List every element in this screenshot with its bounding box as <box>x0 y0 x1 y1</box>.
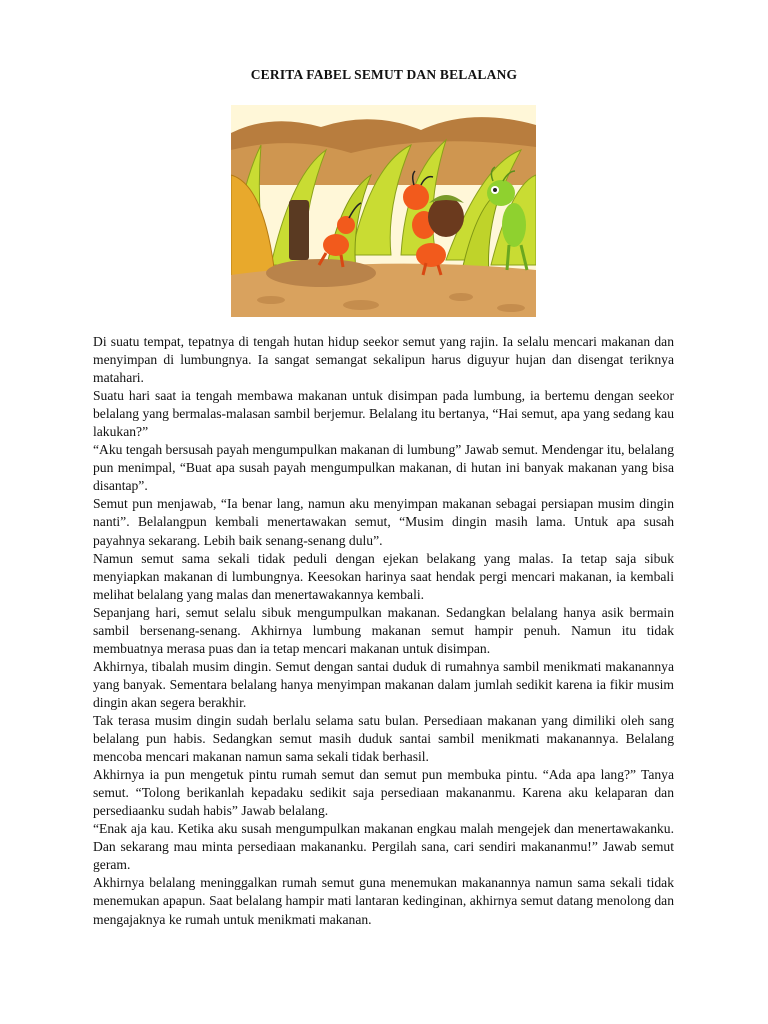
illustration-svg <box>231 105 536 317</box>
story-paragraph: Akhirnya belalang meninggalkan rumah semut guna menemukan makanannya namun sama sekali tidak menemukan apapun. Saat belalang hampir mati lantaran kedinginan, akhirnya semut datang menolong dan mengajaknya ke rumah untuk menikmati makanan. <box>93 875 674 927</box>
story-paragraph: Sepanjang hari, semut selalu sibuk mengumpulkan makanan. Sedangkan belalang hanya asik bermain sambil bersenang-senang. Akhirnya lumbung makanan semut hampir penuh. Namun itu tidak membuatnya merasa puas dan ia tetap mencari makanan untuk disimpan. <box>93 604 674 656</box>
story-paragraph: Akhirnya ia pun mengetuk pintu rumah semut dan semut pun membuka pintu. “Ada apa lang?” Tanya semut. “Tolong berikanlah kepadaku sedikit saja persediaan makananmu. Karena aku kelaparan dan persediaanku sudah habis” Jawab belalang. <box>93 767 674 819</box>
story-paragraph: Namun semut sama sekali tidak peduli dengan ejekan belakang yang malas. Ia tetap saja sibuk menyiapkan makanan di lumbungnya. Keesokan harinya saat hendak pergi mencari makanan, ia kembali melihat belalang yang malas dan menertawakannya kembali. <box>93 550 674 602</box>
acorn <box>428 197 464 237</box>
ant-and-grasshopper-illustration <box>231 105 536 317</box>
story-paragraph: Semut pun menjawab, “Ia benar lang, namun aku menyimpan makanan sebagai persiapan musim dingin nanti”. Belalangpun kembali menertawakan semut, “Musim dingin masih lama. Untuk apa susah payahnya sekarang. Lebih baik senang-senang dulu”. <box>93 496 674 548</box>
story-paragraph: Di suatu tempat, tepatnya di tengah hutan hidup seekor semut yang rajin. Ia selalu mencari makanan dan menyimpan di lumbungnya. Ia sangat semangat sekalipun harus diguyur hujan dan disengat teriknya matahari. <box>93 334 674 386</box>
document-title: CERITA FABEL SEMUT DAN BELALANG <box>250 67 518 82</box>
story-paragraph: Akhirnya, tibalah musim dingin. Semut dengan santai duduk di rumahnya sambil menikmati makanannya yang banyak. Sementara belalang hanya menyimpan makanan dalam jumlah sedikit karena ia fikir musim dingin akan segera berakhir. <box>93 658 674 710</box>
story-paragraph: “Enak aja kau. Ketika aku susah mengumpulkan makanan engkau malah mengejek dan menertawakanku. Dan sekarang mau minta persediaan makananku. Pergilah sana, cari sendiri makananmu!” Jawab semut geram. <box>93 821 674 873</box>
story-paragraph: Suatu hari saat ia tengah membawa makanan untuk disimpan pada lumbung, ia bertemu dengan seekor belalang yang bermalas-malasan sambil berjemur. Belalang itu bertanya, “Hai semut, apa yang sedang kau lakukan?” <box>93 388 674 440</box>
story-body <box>93 333 674 929</box>
story-paragraph: “Aku tengah bersusah payah mengumpulkan makanan di lumbung” Jawab semut. Mendengar itu, belalang pun menimpal, “Buat apa susah payah mengumpulkan makanan, di hutan ini banyak makanan yang bisa disantap”. <box>93 442 674 494</box>
ant-house-door <box>289 200 309 260</box>
story-paragraph: Tak terasa musim dingin sudah berlalu selama satu bulan. Persediaan makanan yang dimiliki oleh sang belalang pun habis. Sedangkan semut masih duduk santai sambil menikmati makanannya. Belalang mencoba mencari makanan namun sama sekali tidak berhasil. <box>93 712 674 765</box>
